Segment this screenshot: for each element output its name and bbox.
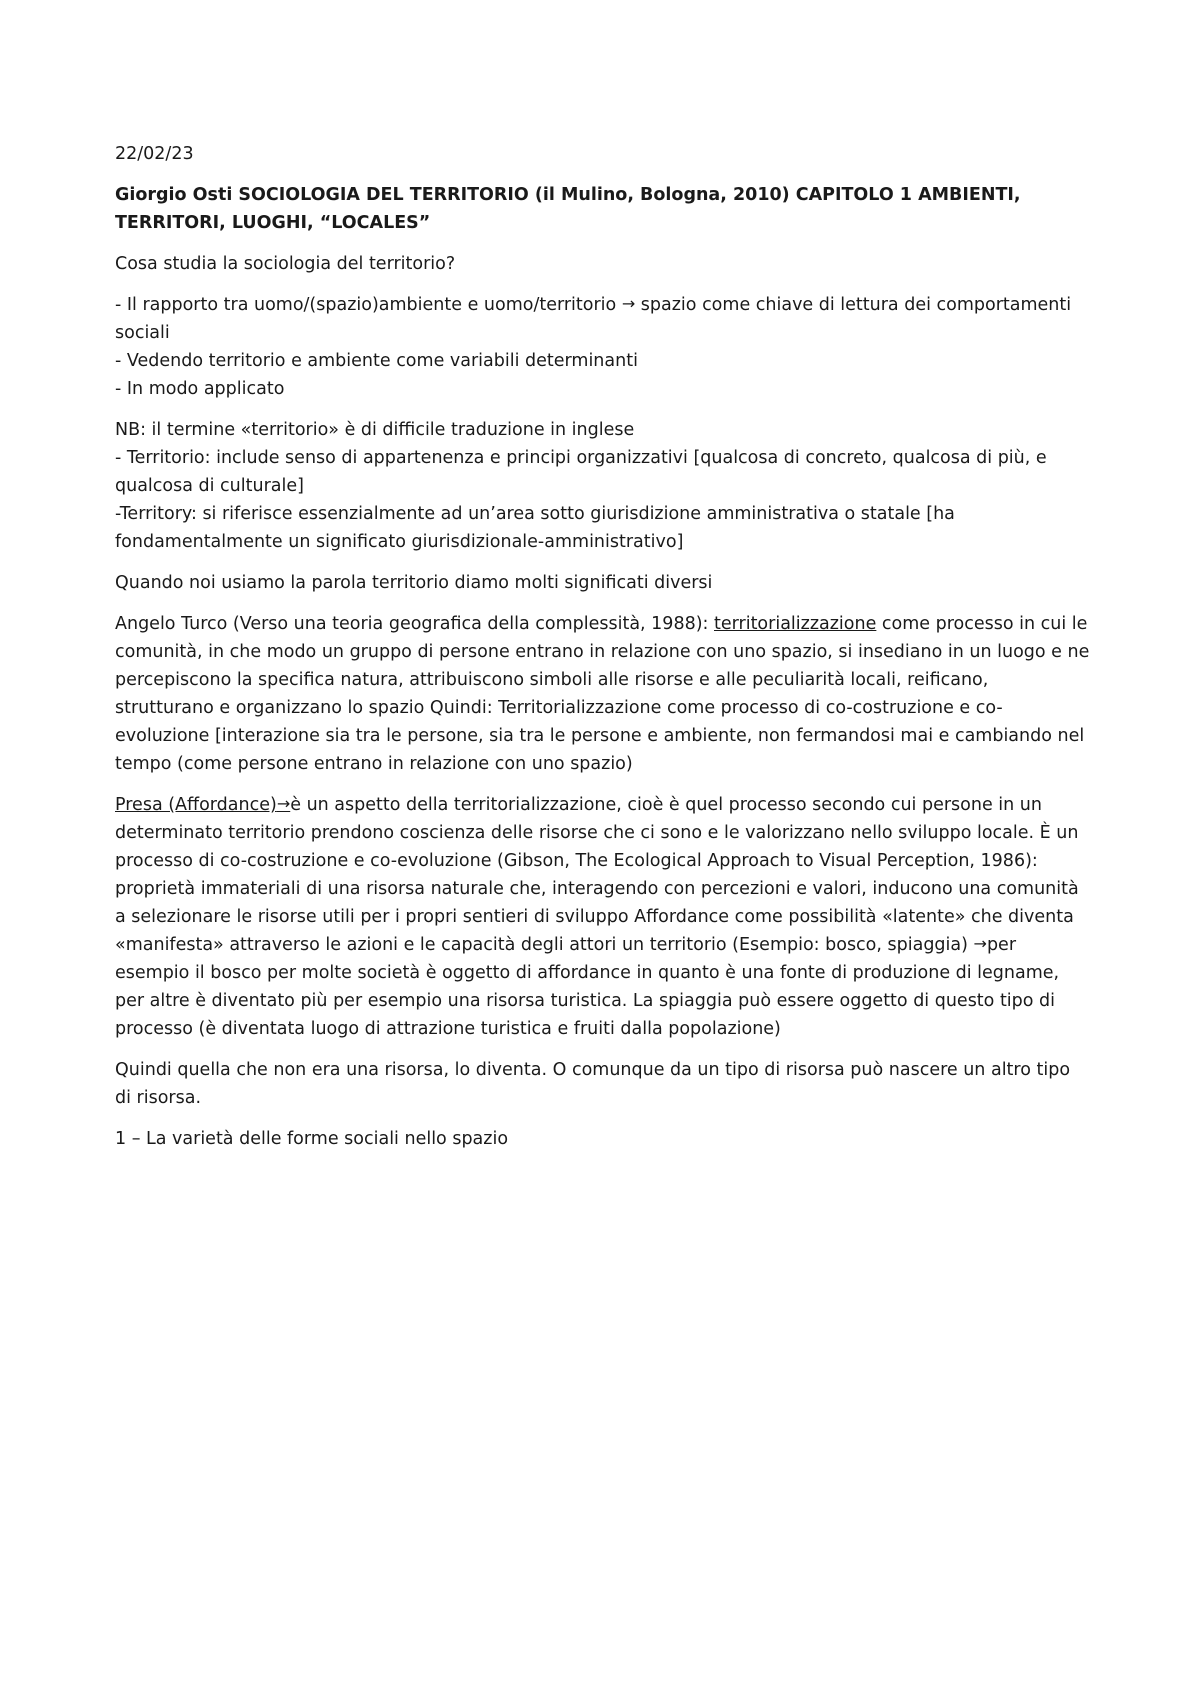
question-paragraph: Cosa studia la sociologia del territorio?: [115, 254, 456, 274]
presa-text: è un aspetto della territorializzazione, cioè è quel processo secondo cui persone in un determinato territorio prendono coscienza delle risorse che ci sono e le valorizzano nello sviluppo locale. È un processo di co-costruzione e co-evoluzione (Gibson, The Ecological Approach to Visual Perception, 1986): proprietà immateriali di una risorsa naturale che, interagendo con percezioni e valori, inducono una comunità a selezionare le risorse utili per i propri sentieri di sviluppo Affordance come possibilità «latente» che diventa «manifesta» attraverso le azioni e le capacità degli attori un territorio (Esempio: bosco, spiaggia): [115, 795, 1079, 955]
arrow-icon: →: [276, 794, 291, 813]
list-item: - Vedendo territorio e ambiente come variabili determinanti: [115, 351, 638, 371]
section-heading: 1 – La varietà delle forme sociali nello spazio: [115, 1129, 509, 1149]
territorializzazione-term: territorializzazione: [714, 614, 877, 634]
meanings-paragraph: Quando noi usiamo la parola territorio diamo molti significati diversi: [115, 573, 713, 593]
arrow-icon: →: [621, 294, 636, 313]
list-item: - In modo applicato: [115, 379, 285, 399]
arrow-icon: →: [973, 934, 987, 953]
document-body: [115, 140, 1090, 1166]
presa-example-text: per esempio il bosco per molte società è oggetto di affordance in quanto è una fonte di produzione di legname, per altre è diventato più per esempio una risorsa turistica. La spiaggia può essere oggetto di questo tipo di processo (è diventata luogo di attrazione turistica e fruiti dalla popolazione): [115, 935, 1060, 1039]
nb-paragraph: [115, 416, 1090, 556]
document-title: Giorgio Osti SOCIOLOGIA DEL TERRITORIO (il Mulino, Bologna, 2010) CAPITOLO 1 AMBIENTI, TERRITORI, LUOGHI, “LOCALES”: [115, 185, 1021, 233]
presa-paragraph: [115, 791, 1090, 1043]
list-item-text: - Il rapporto tra uomo/(spazio)ambiente e uomo/territorio: [115, 295, 622, 315]
presa-term-text: Presa (Affordance): [115, 795, 277, 815]
conclusion-paragraph: Quindi quella che non era una risorsa, lo diventa. O comunque da un tipo di risorsa può nascere un altro tipo di risorsa.: [115, 1060, 1071, 1108]
presa-term: [115, 795, 290, 815]
turco-paragraph: [115, 610, 1090, 778]
list-item: - Territorio: include senso di appartenenza e principi organizzativi [qualcosa di concreto, qualcosa di più, e qualcosa di culturale]: [115, 448, 1047, 496]
bullet-list: [115, 291, 1090, 403]
date: 22/02/23: [115, 144, 194, 164]
turco-citation: Angelo Turco (Verso una teoria geografica della complessità, 1988):: [115, 614, 714, 634]
list-item: -Territory: si riferisce essenzialmente ad un’area sotto giurisdizione amministrativa o statale [ha fondamentalmente un significato giurisdizionale-amministrativo]: [115, 504, 955, 552]
nb-intro: NB: il termine «territorio» è di difficile traduzione in inglese: [115, 420, 635, 440]
list-item: [115, 291, 1090, 347]
turco-text: come processo in cui le comunità, in che modo un gruppo di persone entrano in relazione con uno spazio, si insediano in un luogo e ne percepiscono la specifica natura, attribuiscono simboli alle risorse e alle peculiarità locali, reificano, strutturano e organizzano lo spazio Quindi: Territorializzazione come processo di co-costruzione e co-evoluzione [interazione sia tra le persone, sia tra le persone e ambiente, non fermandosi mai e cambiando nel tempo (come persone entrano in relazione con uno spazio): [115, 614, 1090, 774]
list-item-text: spazio come chiave di lettura dei comportamenti sociali: [115, 295, 1072, 343]
